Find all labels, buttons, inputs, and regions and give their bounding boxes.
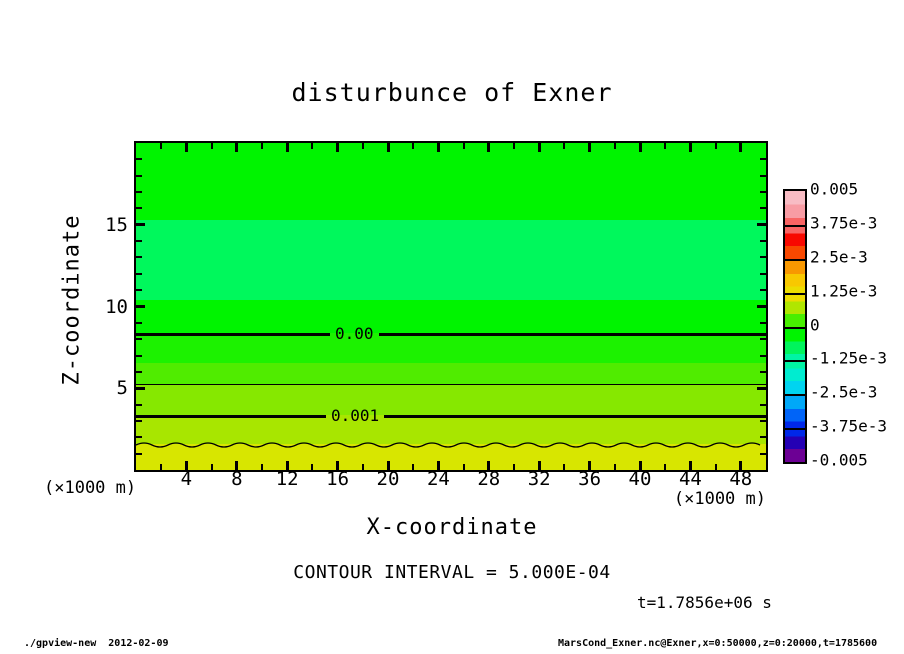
y-tick [136,223,145,226]
y-tick [760,404,766,406]
y-tick [136,436,142,438]
x-tick-label: 44 [678,468,702,490]
colorbar-block [785,428,805,462]
y-tick [136,453,142,455]
y-tick [136,191,142,193]
x-tick [412,143,414,149]
y-tick [136,322,142,324]
y-tick [136,355,142,357]
colorbar-tick-label: -2.5e-3 [810,382,878,402]
y-tick-label: 10 [105,295,128,318]
x-tick [487,143,490,152]
x-tick [513,464,515,470]
y-tick [757,305,766,308]
y-tick [136,158,142,160]
band-neg2 [136,220,766,300]
y-tick-label: 5 [116,377,128,400]
footer-source-text: MarsCond_Exner.nc@Exner,x=0:50000,z=0:20000,t=1785600 [558,638,878,649]
y-tick [136,305,145,308]
contour-line-segment [136,415,326,418]
colorbar-block [785,360,805,394]
y-tick [760,436,766,438]
x-tick [739,143,742,152]
colorbar-tick-label: -3.75e-3 [810,416,888,436]
y-tick [136,256,142,258]
x-tick [538,143,541,152]
y-tick [136,387,145,390]
x-tick [513,143,515,149]
y-tick [760,453,766,455]
x-tick [664,143,666,149]
x-tick [261,143,263,149]
colorbar-tick-label: 0.005 [810,179,859,199]
x-tick [614,464,616,470]
contour-line-segment [384,415,766,418]
colorbar [783,189,807,464]
x-tick [437,143,440,152]
colorbar-tick-label: 2.5e-3 [810,247,868,267]
x-tick [588,143,591,152]
x-tick-label: 48 [729,468,753,490]
contour-line-segment [136,333,330,336]
x-tick [362,143,364,149]
x-tick [563,464,565,470]
x-tick [463,143,465,149]
x-tick [563,143,565,149]
x-tick [362,464,364,470]
chart-title: disturbunce of Exner [291,78,613,107]
x-tick-label: 12 [275,468,299,490]
contour-line-labeled [136,408,766,424]
y-tick [760,420,766,422]
y-tick [136,404,142,406]
y-tick [136,207,142,209]
y-tick [760,371,766,373]
x-tick-label: 28 [477,468,501,490]
x-tick [639,143,642,152]
y-axis-label: Z-coordinate [59,214,85,386]
x-tick [160,143,162,149]
footer-command-text: ./gpview-new 2012-02-09 [24,638,169,649]
colorbar-tick-label: -0.005 [810,450,868,470]
x-tick-label: 32 [527,468,551,490]
band-neg1 [136,143,766,220]
x-tick [261,464,263,470]
y-tick [757,223,766,226]
y-tick [760,338,766,340]
contour-line-labeled [136,326,766,342]
plot-area [134,141,768,472]
x-tick-label: 40 [628,468,652,490]
x-tick [715,143,717,149]
y-tick [760,289,766,291]
x-tick-label: 4 [180,468,193,490]
colorbar-block [785,394,805,428]
y-tick [136,273,142,275]
x-tick [463,464,465,470]
x-tick [160,464,162,470]
y-tick [760,355,766,357]
y-tick [760,175,766,177]
x-axis-unit: (×1000 m) [673,489,766,509]
colorbar-tick-label: -1.25e-3 [810,348,888,368]
x-tick [336,143,339,152]
x-tick [211,464,213,470]
contour-label: 0.00 [335,324,374,343]
time-annotation: t=1.7856e+06 s [637,593,772,612]
y-tick [136,240,142,242]
x-tick-label: 36 [578,468,602,490]
x-tick [387,143,390,152]
y-tick [136,289,142,291]
x-tick [235,143,238,152]
contour-label: 0.001 [331,406,380,425]
contour-line-segment [379,333,766,336]
x-tick [311,464,313,470]
y-tick [760,207,766,209]
x-tick [185,143,188,152]
x-tick [715,464,717,470]
contour-line-wavy [136,440,766,449]
y-tick [757,387,766,390]
x-tick [664,464,666,470]
x-tick-label: 24 [426,468,450,490]
x-tick-label: 20 [376,468,400,490]
x-tick-label: 16 [326,468,350,490]
contour-line [136,384,766,385]
y-tick [760,256,766,258]
y-tick [136,175,142,177]
colorbar-block [785,293,805,327]
y-tick [760,240,766,242]
x-axis-label: X-coordinate [366,515,538,540]
x-tick [614,143,616,149]
x-tick [286,143,289,152]
y-axis-unit: (×1000 m) [44,478,137,498]
contour-interval-text: CONTOUR INTERVAL = 5.000E-04 [293,562,611,583]
y-tick [760,191,766,193]
x-tick [211,143,213,149]
x-tick [311,143,313,149]
colorbar-tick-label: 3.75e-3 [810,213,878,233]
colorbar-block [785,327,805,360]
colorbar-tick-label: 1.25e-3 [810,281,878,301]
colorbar-block [785,259,805,293]
colorbar-block [785,191,805,225]
colorbar-block [785,225,805,259]
band-pos2 [136,363,766,384]
colorbar-tick-label: 0 [810,315,820,334]
x-tick [689,143,692,152]
x-tick [412,464,414,470]
y-tick [136,420,142,422]
y-tick [760,273,766,275]
y-tick [136,371,142,373]
x-tick-label: 8 [231,468,243,490]
y-tick-label: 15 [105,213,128,236]
y-tick [760,158,766,160]
y-tick [760,322,766,324]
y-tick [136,338,142,340]
